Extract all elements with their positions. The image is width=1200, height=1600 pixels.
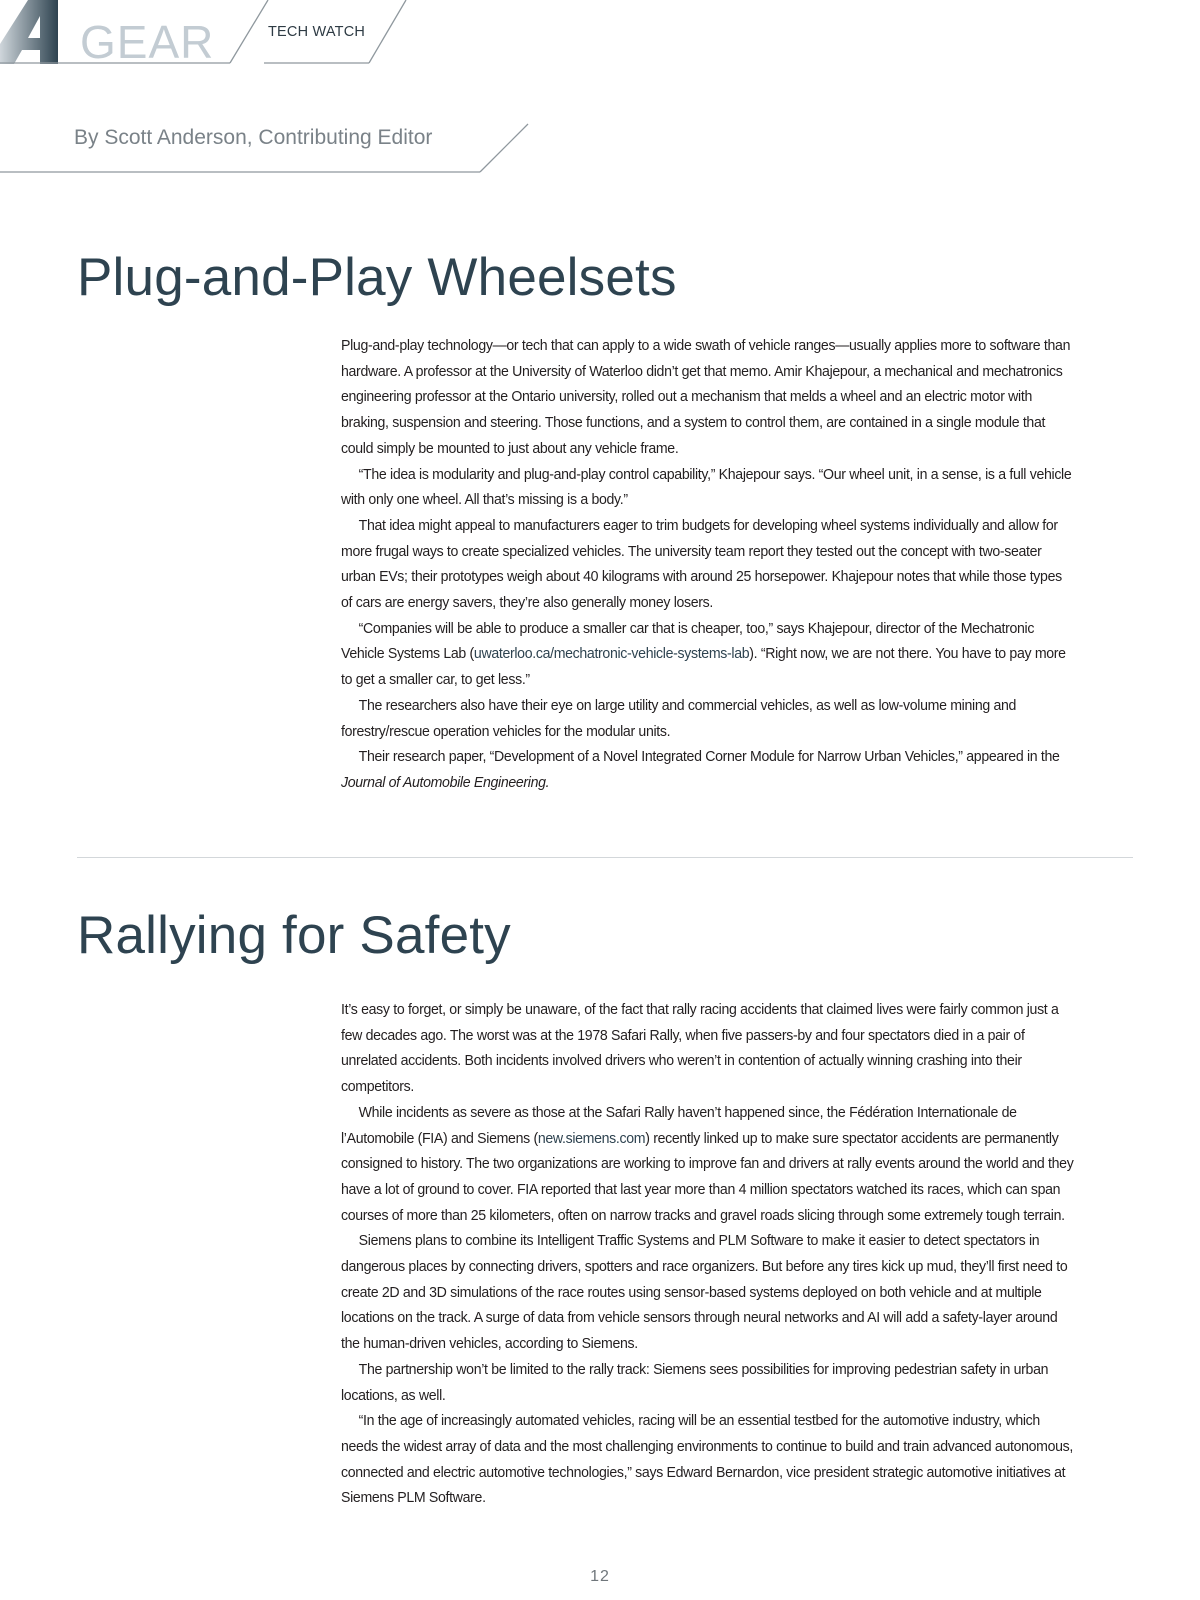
paragraph: The researchers also have their eye on large utility and commercial vehicles, as well as low-volume mining and forestry/rescue operation vehicles for the modular units. bbox=[341, 696, 1017, 740]
paragraph: “In the age of increasingly automated vehicles, racing will be an essential testbed for the automotive industry, which needs the widest array of data and the most challenging environments to continue to build and train advanced autonomous, connected and electric automotive technologies,” says Edward Bernardon, vice president strategic automotive initiatives at Siemens PLM Software. bbox=[341, 1412, 1074, 1507]
siemens-link[interactable]: new.siemens.com bbox=[537, 1129, 646, 1147]
page-number: 12 bbox=[590, 1568, 610, 1585]
paragraph: That idea might appeal to manufacturers eager to trim budgets for developing wheel systems individually and allow for more frugal ways to create specialized vehicles. The university team report they tested out the concept with two-seater urban EVs; their prototypes weigh about 40 kilograms with around 25 horsepower. Khajepour notes that while those types of cars are energy savers, they’re also generally money losers. bbox=[341, 516, 1062, 612]
paragraph-text: ). “Right now, we are not there. You have to pay more to get a smaller car, to get less.” bbox=[341, 645, 1066, 689]
section-name: GEAR bbox=[80, 16, 215, 68]
article-title-rallying: Rallying for Safety bbox=[77, 906, 511, 965]
paragraph bbox=[341, 616, 1076, 693]
paragraph: The partnership won’t be limited to the rally track: Siemens sees possibilities for improving pedestrian safety in urban locations, as well. bbox=[341, 1360, 1049, 1404]
paragraph: “The idea is modularity and plug-and-play control capability,” Khajepour says. “Our wheel unit, in a sense, is a full vehicle with only one wheel. All that’s missing is a body.” bbox=[341, 465, 1072, 509]
paragraph: Plug-and-play technology—or tech that can apply to a wide swath of vehicle ranges—usually applies more to software than hardware. A professor at the University of Waterloo didn’t get that memo. Amir Khajepour, a mechanical and mechatronics engineering professor at the Ontario university, rolled out a mechanism that melds a wheel and an electric motor with braking, suspension and steering. Those functions, and a system to control them, are contained in a single module that could simply be mounted to just about any vehicle frame. bbox=[341, 337, 1071, 457]
paragraph-text: “Companies will be able to produce a smaller car that is cheaper, too,” says Khajepour, director of the Mechatronic Vehicle Systems Lab ( bbox=[341, 619, 1035, 663]
paragraph-text: While incidents as severe as those at the Safari Rally haven’t happened since, the Fédération Internationale de l’Automobile (FIA) and Siemens ( bbox=[341, 1103, 1017, 1147]
journal-name: Journal of Automobile Engineering. bbox=[341, 773, 550, 791]
page-header bbox=[0, 0, 1200, 190]
paragraph: It’s easy to forget, or simply be unaware, of the fact that rally racing accidents that claimed lives were fairly common just a few decades ago. The worst was at the 1978 Safari Rally, when five passers-by and four spectators died in a pair of unrelated accidents. Both incidents involved drivers who weren’t in contention of actually winning crashing into their competitors. bbox=[341, 1001, 1059, 1096]
article-title-wheelsets: Plug-and-Play Wheelsets bbox=[77, 248, 677, 307]
byline: By Scott Anderson, Contributing Editor bbox=[74, 126, 433, 149]
waterloo-lab-link[interactable]: uwaterloo.ca/mechatronic-vehicle-systems-lab bbox=[473, 645, 750, 663]
paragraph bbox=[341, 1100, 1076, 1229]
paragraph: Siemens plans to combine its Intelligent Traffic Systems and PLM Software to make it easier to detect spectators in dangerous places by connecting drivers, spotters and race organizers. But before any tires kick up mud, they’ll first need to create 2D and 3D simulations of the race routes using sensor-based systems deployed on both vehicle and at multiple locations on the track. A surge of data from vehicle sensors through neural networks and AI will add a safety-layer around the human-driven vehicles, according to Siemens. bbox=[341, 1232, 1068, 1353]
category-tag: TECH WATCH bbox=[268, 24, 366, 40]
section-divider bbox=[77, 857, 1133, 858]
article-body-wheelsets bbox=[341, 333, 1076, 796]
paragraph bbox=[341, 744, 1076, 795]
paragraph-text: Their research paper, “Development of a Novel Integrated Corner Module for Narrow Urban Vehicles,” appeared in the bbox=[358, 748, 1060, 766]
paragraph-text: ) recently linked up to make sure spectator accidents are permanently consigned to history. The two organizations are working to improve fan and drivers at rally events around the world and they have a lot of ground to cover. FIA reported that last year more than 4 million spectators watched its races, which can span courses of more than 25 kilometers, often on narrow tracks and gravel roads slicing through some extremely tough terrain. bbox=[341, 1129, 1074, 1224]
article-body-rallying bbox=[341, 997, 1076, 1511]
